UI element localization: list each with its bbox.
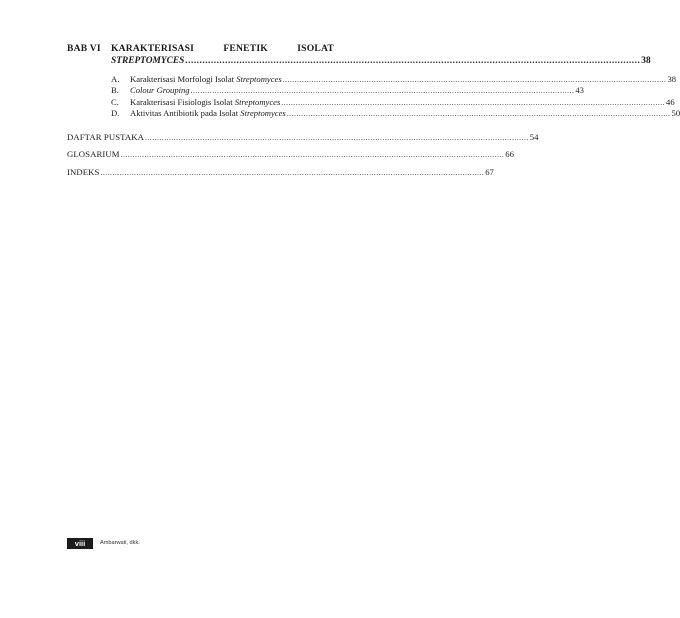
back-matter-list (67, 131, 539, 183)
dot-leader: ................................................................................................................................................................ (145, 133, 529, 142)
section-title-text: Aktivitas Antibiotik pada Isolat (130, 107, 241, 118)
section-title-italic: Streptomyces (236, 74, 282, 84)
chapter-title-italic: STREPTOMYCES (111, 56, 185, 66)
toc-section-b[interactable] (111, 85, 584, 96)
running-footer-author: Ambarwati, dkk. (100, 540, 140, 546)
section-letter: B. (111, 85, 119, 96)
chapter-title-line1 (111, 43, 334, 55)
dot-leader: ................................................................................................................................................................ (100, 167, 485, 177)
section-title-italic: Colour Grouping (130, 85, 190, 96)
chapter-page-number: 38 (641, 56, 651, 66)
section-page-number: 43 (575, 85, 584, 96)
chapter-title-word: FENETIK (223, 43, 268, 54)
section-title (130, 74, 282, 85)
section-page-number: 46 (666, 96, 675, 107)
section-letter: C. (111, 96, 119, 107)
section-letter: A. (111, 74, 120, 84)
page-number-badge: viii (67, 538, 93, 549)
chapter-title-line2 (111, 55, 651, 67)
section-page-number: 50 (671, 107, 680, 118)
dot-leader: ................................................................................................................................................................ (120, 150, 505, 160)
section-title-text: Karakterisasi Morfologi Isolat (130, 74, 237, 84)
entry-page-number: 54 (529, 132, 539, 142)
dot-leader: ................................................................................................................................................................ (286, 108, 671, 118)
section-title-text: Karakterisasi Fisiologis Isolat (130, 96, 235, 107)
entry-label: GLOSARIUM (67, 149, 120, 160)
toc-entry-daftar-pustaka[interactable] (67, 131, 539, 148)
section-title (130, 85, 190, 96)
toc-entry-glosarium[interactable] (67, 148, 514, 165)
toc-section-c[interactable] (111, 96, 675, 108)
chapter-title-word: ISOLAT (297, 43, 334, 54)
section-title (130, 108, 286, 119)
dot-leader: ................................................................................................................................................................ (282, 75, 667, 84)
chapter-number: BAB VI (67, 43, 101, 54)
section-title-italic: Streptomyces (240, 107, 286, 118)
toc-section-d[interactable] (111, 107, 680, 119)
entry-label: INDEKS (67, 166, 100, 177)
section-title-italic: Streptomyces (234, 96, 281, 107)
toc-section-a[interactable] (111, 74, 677, 85)
page-footer (67, 537, 140, 549)
section-letter: D. (111, 107, 120, 118)
toc-entry-indeks[interactable] (67, 166, 494, 183)
entry-page-number: 66 (505, 149, 514, 160)
section-page-number: 38 (667, 74, 677, 84)
chapter-title-word: KARAKTERISASI (111, 43, 195, 54)
entry-label: DAFTAR PUSTAKA (67, 132, 144, 142)
entry-page-number: 67 (485, 166, 494, 177)
dot-leader: ................................................................................................................................................................ (185, 56, 641, 66)
chapter-entry[interactable] (67, 43, 651, 67)
dot-leader: ................................................................................................................................................................ (281, 97, 666, 107)
section-title (130, 97, 280, 108)
section-list (111, 74, 680, 119)
dot-leader: ................................................................................................................................................................ (190, 86, 575, 96)
